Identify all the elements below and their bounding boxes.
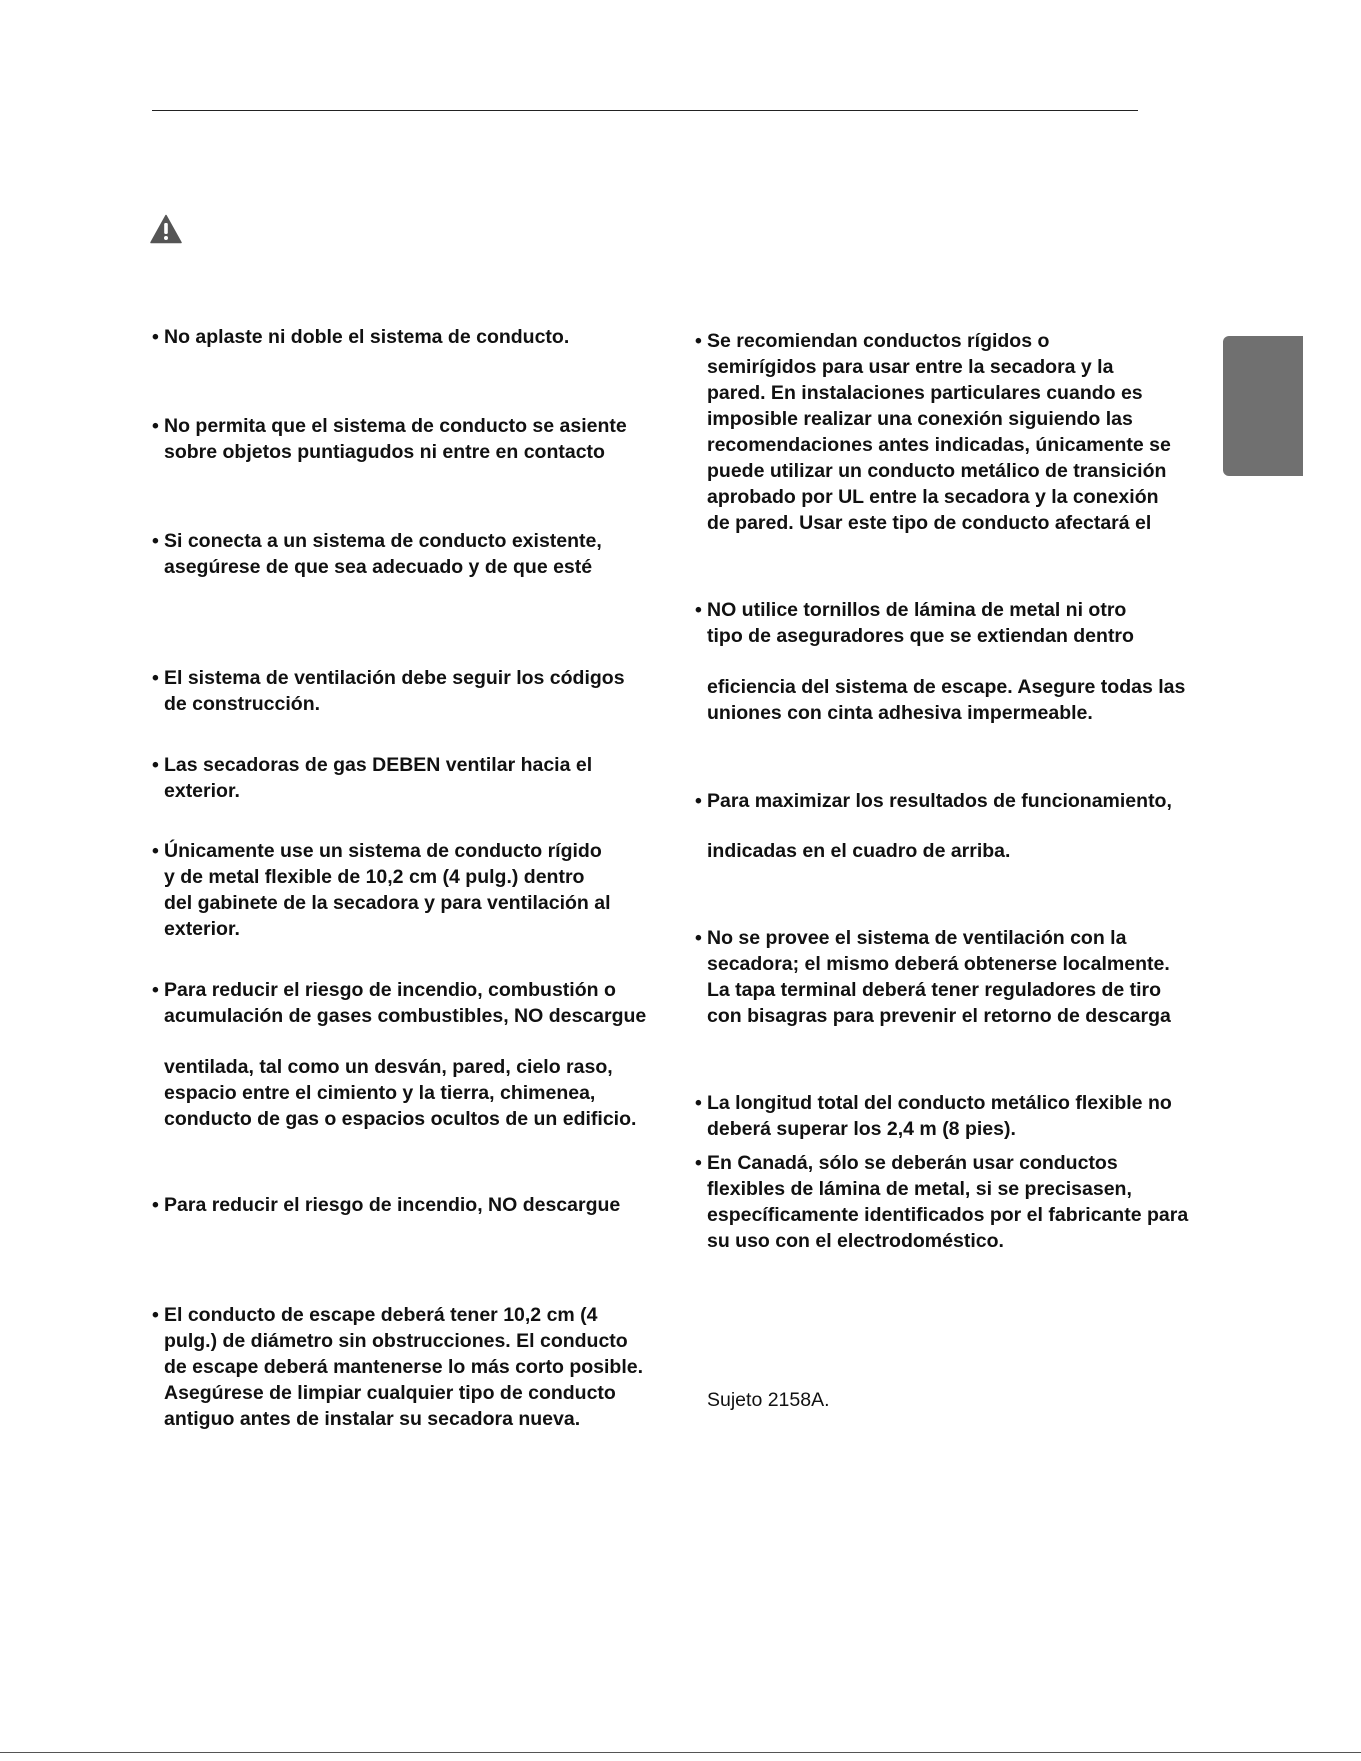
section-side-tab <box>1223 336 1303 476</box>
left-item-continuation: ventilada, tal como un desván, pared, cielo raso, espacio entre el cimiento y la tierra, chimenea, conducto de gas o espacios ocultos de un edificio. <box>164 1056 637 1130</box>
right-note: Sujeto 2158A. <box>707 1389 830 1411</box>
right-item-continuation: indicadas en el cuadro de arriba. <box>707 840 1011 862</box>
warning-triangle-icon <box>150 214 182 244</box>
right-item: • NO utilice tornillos de lámina de metal ni otro tipo de aseguradores que se extiendan dentro <box>695 599 1134 647</box>
right-item: • Para maximizar los resultados de funcionamiento, <box>695 790 1172 812</box>
right-item-continuation: eficiencia del sistema de escape. Asegure todas las uniones con cinta adhesiva impermeable. <box>707 676 1186 724</box>
left-item: • No aplaste ni doble el sistema de conducto. <box>152 326 570 348</box>
left-item: • No permita que el sistema de conducto se asiente sobre objetos puntiagudos ni entre en contacto <box>152 415 627 463</box>
page-bottom-rule <box>0 1752 1361 1753</box>
left-item: • El sistema de ventilación debe seguir los códigos de construcción. <box>152 667 625 715</box>
left-item: • Para reducir el riesgo de incendio, NO descargue <box>152 1194 621 1216</box>
right-item: • Se recomiendan conductos rígidos o semirígidos para usar entre la secadora y la pared. En instalaciones particulares cuando es imposible realizar una conexión siguiendo las recomendaciones antes indicadas, únicamente se puede utilizar un conducto metálico de transición aprobado por UL entre la secadora y la conexión de pared. Usar este tipo de conducto afectará el <box>695 330 1171 534</box>
left-item: • Si conecta a un sistema de conducto existente, asegúrese de que sea adecuado y de que esté <box>152 530 602 578</box>
right-item: • No se provee el sistema de ventilación con la secadora; el mismo deberá obtenerse localmente. La tapa terminal deberá tener reguladores de tiro con bisagras para prevenir el retorno de descarga <box>695 927 1171 1027</box>
right-item: • En Canadá, sólo se deberán usar conductos flexibles de lámina de metal, si se precisasen, específicamente identificados por el fabricante para su uso con el electrodoméstico. <box>695 1152 1189 1252</box>
header-rule <box>152 110 1138 111</box>
left-item: • Para reducir el riesgo de incendio, combustión o acumulación de gases combustibles, NO descargue <box>152 979 647 1027</box>
left-item: • El conducto de escape deberá tener 10,2 cm (4 pulg.) de diámetro sin obstrucciones. El conducto de escape deberá mantenerse lo más corto posible. Asegúrese de limpiar cualquier tipo de conducto antiguo antes de instalar su secadora nueva. <box>152 1304 644 1430</box>
left-item: • Las secadoras de gas DEBEN ventilar hacia el exterior. <box>152 754 593 802</box>
right-item: • La longitud total del conducto metálico flexible no deberá superar los 2,4 m (8 pies). <box>695 1092 1172 1140</box>
left-item: • Únicamente use un sistema de conducto rígido y de metal flexible de 10,2 cm (4 pulg.) dentro del gabinete de la secadora y para ventilación al exterior. <box>152 840 611 940</box>
